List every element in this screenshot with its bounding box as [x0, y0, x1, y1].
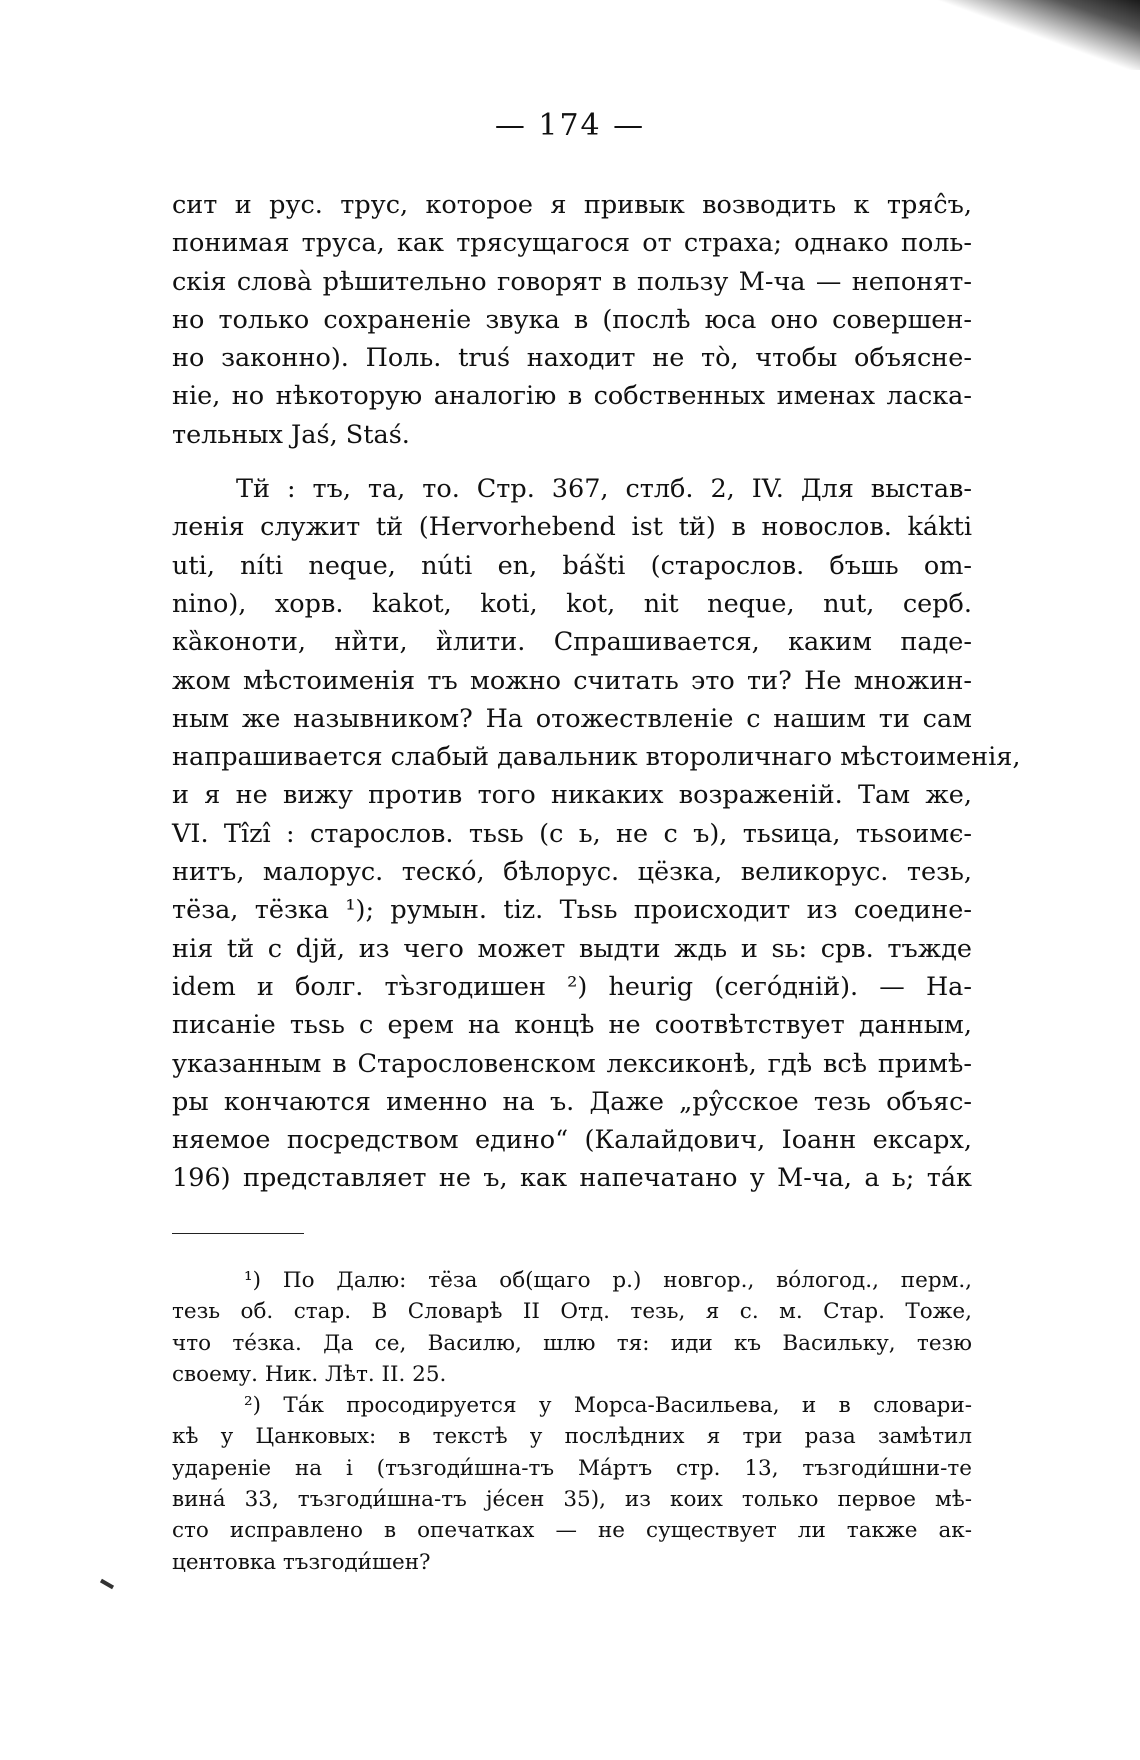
footnote-line: центовка тъзгоди́шен?: [172, 1549, 431, 1575]
text-line: VI. Tîzî : старослов. тьѕь (с ь, не с ъ), тьѕица, тьѕоимє-: [172, 818, 972, 849]
text-line: напрашивается слабый давальник второличнаго мѣстоименія,: [172, 742, 1021, 773]
footnote-separator: [172, 1233, 304, 1234]
text-line: uti, níti neque, núti en, bášti (старослов. бъшь om-: [172, 550, 972, 581]
text-line: 196) представляет не ъ, как напечатано у М-ча, а ь; та́к: [172, 1163, 972, 1194]
page-number: — 174 —: [494, 108, 646, 143]
footnote-2: [172, 1390, 972, 1578]
text-line: и я не вижу против того никаких возраженій. Там же,: [172, 780, 972, 811]
scan-shadow: [880, 0, 1140, 70]
text-line: скія слова̀ рѣшительно говорят в пользу М-ча — непонят-: [172, 266, 972, 297]
text-line: сит и рус. трус, которое я привык возводить к тряс̂ъ,: [172, 190, 972, 220]
text-line: нитъ, малорус. тескó, бѣлорус. цёзка, великорус. тезь,: [172, 857, 972, 888]
footnotes: [172, 1265, 972, 1578]
text-line: писаніе тьѕь с ерем на концѣ не соотвѣтствует данным,: [172, 1010, 972, 1041]
text-line: ка̏коноти, ни̏ти, и̏лити. Спрашивается, каким паде-: [172, 627, 972, 658]
scan-speck: [100, 1579, 114, 1589]
text-line: ным же назывником? На отожествленіе с нашим ти сам: [172, 703, 972, 734]
text-line: тёза, тёзка ¹); румын. tiz. Тьѕь происходит из соедине-: [172, 895, 972, 926]
text-line: но только сохраненіе звука в (послѣ юса оно совершен-: [172, 304, 972, 335]
text-line: ры кончаются именно на ъ. Даже „ру̂сское тезь объяс-: [172, 1086, 972, 1117]
text-line: жом мѣстоименія тъ можно считать это ти? Не множин-: [172, 665, 972, 696]
text-line: ніе, но нѣкоторую аналогію в собственных именах ласка-: [172, 381, 972, 412]
text-line: idem и болг. тъ̀згодишен ²) heurig (сегóдній). — На-: [172, 971, 972, 1002]
footnote-line: вина́ 33, тъзгоди́шна-тъ jéсен 35), из коих только первое мѣ-: [172, 1487, 972, 1513]
main-text: [172, 186, 1021, 1214]
paragraph-1: [172, 186, 972, 454]
footnote-line: удареніе на і (тъзгоди́шна-тъ Ма́ртъ стр. 13, тъзгоди́шни-те: [172, 1455, 972, 1481]
text-line: ленія служит tй (Hervorhebend ist tй) в новослов. kákti: [172, 512, 972, 543]
footnote-line: тезь об. стар. В Словарѣ II Отд. тезь, я с. м. Стар. Тоже,: [172, 1299, 972, 1325]
footnote-1: [172, 1265, 972, 1390]
footnote-line: сто исправлено в опечатках — не существует ли также ак-: [172, 1518, 972, 1544]
footnote-line: кѣ у Цанковых: в текстѣ у послѣдних я три раза замѣтил: [172, 1424, 972, 1450]
footnote-line: своему. Ник. Лѣт. II. 25.: [172, 1361, 447, 1387]
footnote-line: ²) Та́к просодируется у Морса-Васильева, и в словари-: [244, 1393, 972, 1419]
text-line: указанным в Старословенском лексиконѣ, гдѣ всѣ примѣ-: [172, 1048, 972, 1079]
text-line: тельных Jaś, Staś.: [172, 419, 410, 450]
footnote-line: ¹) По Далю: тёза об(щаго р.) новгор., вóлогод., перм.,: [244, 1268, 972, 1293]
text-line: нія tй с djй, из чего может выдти ждь и ѕь: срв. тъжде: [172, 933, 972, 964]
paragraph-2: [172, 470, 1021, 1198]
text-line: Тй : тъ, та, то. Стр. 367, стлб. 2, IV. Для выстав-: [236, 474, 972, 505]
footnote-line: что тéзка. Да се, Василю, шлю тя: иди къ Васильку, тезю: [172, 1330, 972, 1356]
text-line: няемое посредством едино“ (Калайдович, Іоанн ексарх,: [172, 1125, 972, 1156]
text-line: понимая труса, как трясущагося от страха; однако поль-: [172, 228, 972, 259]
text-line: nino), хорв. kakot, koti, kot, nit neque, nut, серб.: [172, 588, 972, 619]
text-line: но законно). Поль. truś находит не то̀, чтобы объясне-: [172, 343, 972, 374]
